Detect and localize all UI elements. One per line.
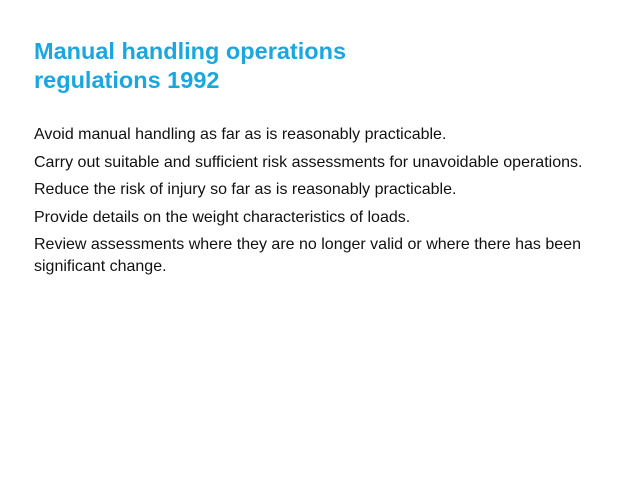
bullet-point-review-assessments: Review assessments where they are no longer valid or where there has been significant change. xyxy=(34,236,581,275)
bullet-point-weight-details: Provide details on the weight characteristics of loads. xyxy=(34,208,411,226)
bullet-point-reduce-risk: Reduce the risk of injury so far as is reasonably practicable. xyxy=(34,181,457,198)
bullet-point-avoid: Avoid manual handling as far as is reasonably practicable. xyxy=(34,126,447,143)
slide-title-line-2: regulations 1992 xyxy=(34,67,220,93)
bullet-point-risk-assessments: Carry out suitable and sufficient risk assessments for unavoidable operations. xyxy=(34,153,583,171)
bullet-list xyxy=(34,124,614,283)
slide-title xyxy=(34,37,594,95)
slide-title-line-1: Manual handling operations xyxy=(34,38,347,64)
